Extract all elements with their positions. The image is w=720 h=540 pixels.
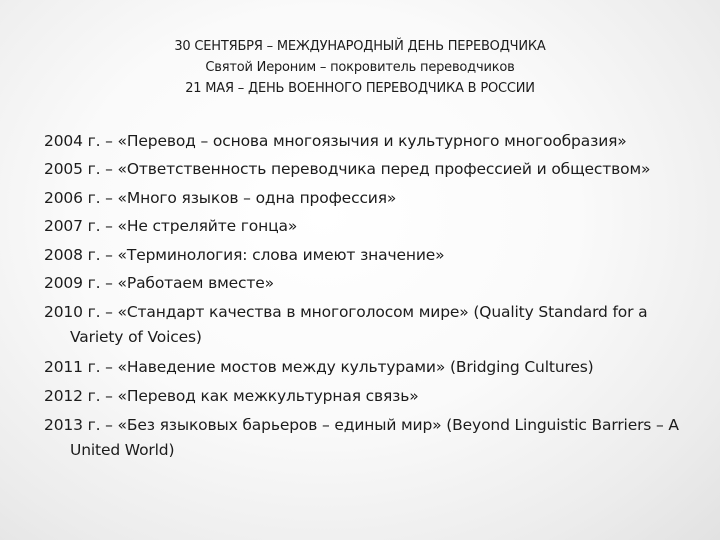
list-item-2011: 2011 г. – «Наведение мостов между культурами» (Bridging Cultures)	[44, 358, 594, 377]
list-item-2005: 2005 г. – «Ответственность переводчика перед профессией и обществом»	[44, 160, 651, 179]
list-item-2007: 2007 г. – «Не стреляйте гонца»	[44, 217, 298, 236]
list-item-2012: 2012 г. – «Перевод как межкультурная связь»	[44, 386, 419, 405]
list-item-2010: 2010 г. – «Стандарт качества в многоголосом мире» (Quality Standard for a Variety of Voices)	[44, 303, 648, 346]
header-line-patron: Святой Иероним – покровитель переводчиков	[205, 60, 515, 75]
list-item-2009: 2009 г. – «Работаем вместе»	[44, 274, 274, 293]
header-line-translator-day: 30 СЕНТЯБРЯ – МЕЖДУНАРОДНЫЙ ДЕНЬ ПЕРЕВОДЧИКА	[174, 39, 546, 54]
list-item-2006: 2006 г. – «Много языков – одна профессия»	[44, 188, 397, 207]
list-item-2013: 2013 г. – «Без языковых барьеров – единый мир» (Beyond Linguistic Barriers – A United World)	[44, 416, 679, 459]
header-line-military-translator-day: 21 МАЯ – ДЕНЬ ВОЕННОГО ПЕРЕВОДЧИКА В РОССИИ	[185, 81, 535, 96]
list-item-2004: 2004 г. – «Перевод – основа многоязычия и культурного многообразия»	[44, 132, 627, 150]
year-theme-list	[44, 127, 694, 466]
slide-header	[0, 36, 720, 99]
list-item-2008: 2008 г. – «Терминология: слова имеют значение»	[44, 245, 445, 264]
